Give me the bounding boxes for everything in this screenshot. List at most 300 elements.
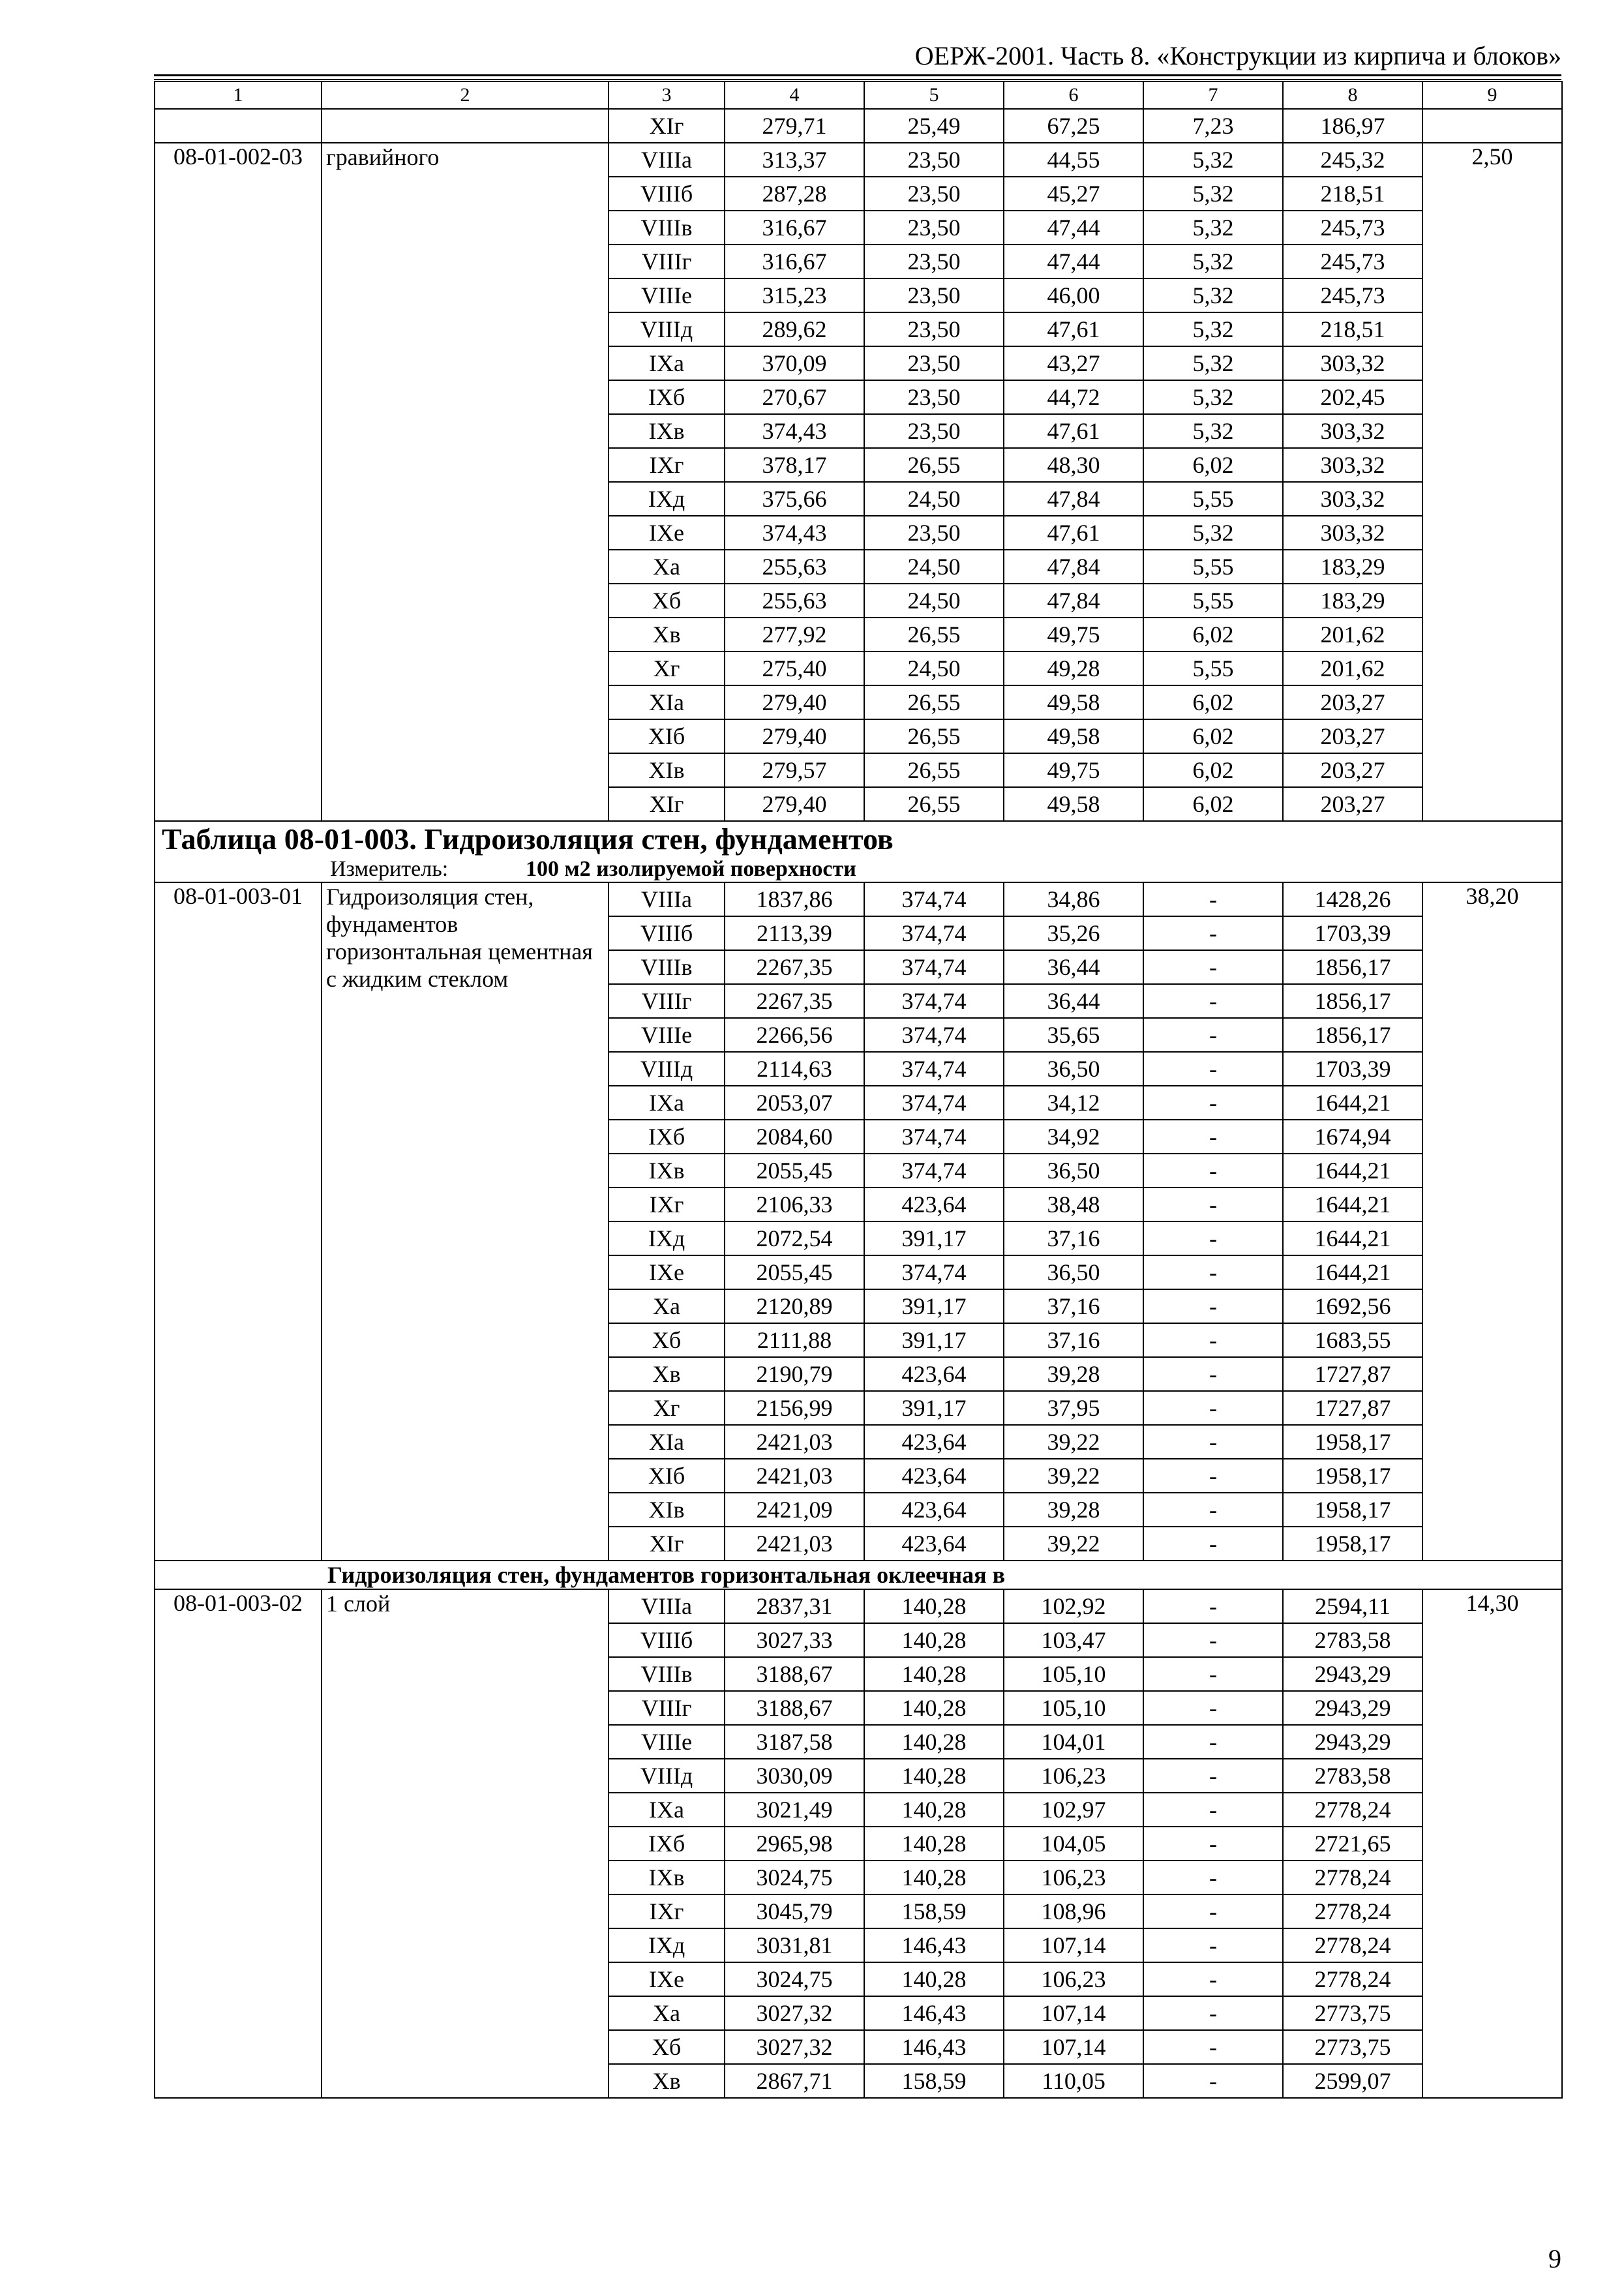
value-cell: 2421,03 [725, 1527, 864, 1561]
value-cell: 374,74 [864, 916, 1004, 950]
value-cell: 146,43 [864, 1928, 1004, 1962]
value-cell: Xг [609, 651, 725, 685]
value-cell: 2267,35 [725, 984, 864, 1018]
value-cell: - [1143, 1894, 1283, 1928]
table-row [155, 1589, 1562, 1623]
value-cell: 45,27 [1004, 177, 1143, 211]
value-cell: 2084,60 [725, 1120, 864, 1154]
value-cell: Xб [609, 1323, 725, 1357]
value-cell: - [1143, 1928, 1283, 1962]
value-cell: IXе [609, 1962, 725, 1996]
value-cell: 3024,75 [725, 1962, 864, 1996]
value-cell: 279,40 [725, 685, 864, 719]
price-table [154, 81, 1563, 2099]
column-number: 1 [155, 82, 322, 109]
value-cell: 47,61 [1004, 516, 1143, 550]
column-number: 4 [725, 82, 864, 109]
value-cell: 1644,21 [1283, 1255, 1422, 1289]
value-cell: 423,64 [864, 1188, 1004, 1221]
value-cell: 2266,56 [725, 1018, 864, 1052]
value-cell: 202,45 [1283, 380, 1422, 414]
value-cell: 146,43 [864, 2030, 1004, 2064]
value-cell: 107,14 [1004, 1996, 1143, 2030]
value-cell: 3027,32 [725, 1996, 864, 2030]
value-cell: 39,28 [1004, 1357, 1143, 1391]
header-rule [154, 74, 1561, 76]
value-cell: 374,43 [725, 414, 864, 448]
value-cell: 2783,58 [1283, 1759, 1422, 1793]
value-cell: 203,27 [1283, 719, 1422, 753]
value-cell: 3188,67 [725, 1657, 864, 1691]
value-cell: 245,73 [1283, 245, 1422, 278]
value-cell: 2190,79 [725, 1357, 864, 1391]
value-cell: 1856,17 [1283, 950, 1422, 984]
value-cell: 275,40 [725, 651, 864, 685]
value-cell: IXа [609, 1086, 725, 1120]
value-cell: 270,67 [725, 380, 864, 414]
value-cell: - [1143, 1861, 1283, 1894]
value-cell: 391,17 [864, 1289, 1004, 1323]
code-cell [155, 109, 322, 143]
value-cell: - [1143, 1691, 1283, 1725]
value-cell: 279,40 [725, 719, 864, 753]
value-cell: Xа [609, 1289, 725, 1323]
value-cell: 23,50 [864, 414, 1004, 448]
value-cell: 5,32 [1143, 245, 1283, 278]
value-cell: 316,67 [725, 245, 864, 278]
value-cell: 106,23 [1004, 1861, 1143, 1894]
value-cell: 24,50 [864, 584, 1004, 618]
value-cell: 26,55 [864, 719, 1004, 753]
value-cell: 140,28 [864, 1793, 1004, 1827]
value-cell: 107,14 [1004, 1928, 1143, 1962]
value-cell: IXа [609, 1793, 725, 1827]
value-cell: 2943,29 [1283, 1691, 1422, 1725]
value-cell: 5,32 [1143, 346, 1283, 380]
value-cell: VIIIв [609, 950, 725, 984]
value-cell: - [1143, 1793, 1283, 1827]
value-cell: 391,17 [864, 1391, 1004, 1425]
value-cell: 303,32 [1283, 414, 1422, 448]
value-cell: 67,25 [1004, 109, 1143, 143]
value-cell: 47,44 [1004, 211, 1143, 245]
value-cell: 1703,39 [1283, 1052, 1422, 1086]
value-cell: IXг [609, 448, 725, 482]
value-cell: - [1143, 1425, 1283, 1459]
value-cell: 105,10 [1004, 1691, 1143, 1725]
value-cell: IXб [609, 1120, 725, 1154]
value-cell: - [1143, 1357, 1283, 1391]
value-cell: 2421,03 [725, 1459, 864, 1493]
value-cell: - [1143, 916, 1283, 950]
value-cell: 1727,87 [1283, 1391, 1422, 1425]
value-cell: - [1143, 1255, 1283, 1289]
value-cell: 140,28 [864, 1657, 1004, 1691]
value-cell: Xв [609, 2064, 725, 2098]
value-cell: - [1143, 1827, 1283, 1861]
value-cell: 3031,81 [725, 1928, 864, 1962]
value-cell: 2053,07 [725, 1086, 864, 1120]
unit-value: 100 м2 изолируемой поверхности [526, 857, 856, 881]
value-cell: 49,28 [1004, 651, 1143, 685]
value-cell: 2778,24 [1283, 1861, 1422, 1894]
value-cell: 391,17 [864, 1221, 1004, 1255]
value-cell: 110,05 [1004, 2064, 1143, 2098]
value-cell: 1958,17 [1283, 1527, 1422, 1561]
value-cell: IXб [609, 380, 725, 414]
value-cell: 5,32 [1143, 278, 1283, 312]
value-cell: 107,14 [1004, 2030, 1143, 2064]
item-extra-value: 14,30 [1422, 1589, 1562, 2098]
value-cell: 2837,31 [725, 1589, 864, 1623]
value-cell: 49,75 [1004, 618, 1143, 651]
item-code: 08-01-003-01 [155, 882, 322, 1561]
value-cell: 23,50 [864, 312, 1004, 346]
value-cell: 5,55 [1143, 482, 1283, 516]
value-cell: 24,50 [864, 550, 1004, 584]
value-cell: - [1143, 882, 1283, 916]
value-cell: 203,27 [1283, 787, 1422, 821]
value-cell: 140,28 [864, 1827, 1004, 1861]
value-cell: Xа [609, 1996, 725, 2030]
value-cell: 1958,17 [1283, 1425, 1422, 1459]
value-cell: 3027,32 [725, 2030, 864, 2064]
value-cell: 23,50 [864, 346, 1004, 380]
value-cell: 140,28 [864, 1962, 1004, 1996]
value-cell: - [1143, 950, 1283, 984]
value-cell: 183,29 [1283, 584, 1422, 618]
value-cell: VIIIв [609, 1657, 725, 1691]
value-cell: XIа [609, 1425, 725, 1459]
column-number: 8 [1283, 82, 1422, 109]
value-cell: 6,02 [1143, 618, 1283, 651]
value-cell: 303,32 [1283, 346, 1422, 380]
value-cell: 2156,99 [725, 1391, 864, 1425]
value-cell: 2072,54 [725, 1221, 864, 1255]
value-cell: 146,43 [864, 1996, 1004, 2030]
value-cell: 3187,58 [725, 1725, 864, 1759]
value-cell: 313,37 [725, 143, 864, 177]
value-cell: 36,44 [1004, 984, 1143, 1018]
value-cell: 5,32 [1143, 414, 1283, 448]
value-cell: 24,50 [864, 482, 1004, 516]
unit-label: Измеритель: [330, 857, 449, 881]
value-cell: 3024,75 [725, 1861, 864, 1894]
table-row [155, 109, 1562, 143]
value-cell: 277,92 [725, 618, 864, 651]
value-cell: XIб [609, 1459, 725, 1493]
value-cell: XIа [609, 685, 725, 719]
value-cell: 49,58 [1004, 685, 1143, 719]
value-cell: - [1143, 1996, 1283, 2030]
value-cell: 140,28 [864, 1725, 1004, 1759]
value-cell: VIIIе [609, 1018, 725, 1052]
value-cell: 6,02 [1143, 448, 1283, 482]
value-cell: VIIIг [609, 984, 725, 1018]
value-cell: VIIIб [609, 916, 725, 950]
table-heading: Таблица 08-01-003. Гидроизоляция стен, фундаментов [155, 821, 1562, 857]
value-cell: VIIIб [609, 1623, 725, 1657]
value-cell: 316,67 [725, 211, 864, 245]
value-cell: - [1143, 1962, 1283, 1996]
value-cell: 423,64 [864, 1459, 1004, 1493]
value-cell: 2943,29 [1283, 1725, 1422, 1759]
value-cell: - [1143, 1759, 1283, 1793]
value-cell: 140,28 [864, 1759, 1004, 1793]
value-cell: - [1143, 1323, 1283, 1357]
value-cell: - [1143, 1221, 1283, 1255]
value-cell: Xб [609, 2030, 725, 2064]
item-code: 08-01-003-02 [155, 1589, 322, 2098]
value-cell: 47,61 [1004, 312, 1143, 346]
value-cell: 36,50 [1004, 1255, 1143, 1289]
value-cell: 140,28 [864, 1589, 1004, 1623]
value-cell: 1703,39 [1283, 916, 1422, 950]
value-cell: 2778,24 [1283, 1793, 1422, 1827]
value-cell: - [1143, 1589, 1283, 1623]
value-cell: XIв [609, 753, 725, 787]
value-cell: 36,44 [1004, 950, 1143, 984]
value-cell: VIIIд [609, 1052, 725, 1086]
value-cell: - [1143, 1086, 1283, 1120]
value-cell: 103,47 [1004, 1623, 1143, 1657]
value-cell: 6,02 [1143, 787, 1283, 821]
value-cell: 35,26 [1004, 916, 1143, 950]
value-cell: - [1143, 984, 1283, 1018]
value-cell: 23,50 [864, 380, 1004, 414]
value-cell: 201,62 [1283, 618, 1422, 651]
value-cell: 34,86 [1004, 882, 1143, 916]
value-cell: 2113,39 [725, 916, 864, 950]
value-cell: 2421,09 [725, 1493, 864, 1527]
value-cell: 2778,24 [1283, 1894, 1422, 1928]
value-cell: 2114,63 [725, 1052, 864, 1086]
value-cell: 23,50 [864, 278, 1004, 312]
value-cell: 102,92 [1004, 1589, 1143, 1623]
value-cell: 140,28 [864, 1861, 1004, 1894]
value-cell: 1644,21 [1283, 1188, 1422, 1221]
value-cell: 423,64 [864, 1357, 1004, 1391]
value-cell: 374,74 [864, 1120, 1004, 1154]
value-cell: 2965,98 [725, 1827, 864, 1861]
subheading: Гидроизоляция стен, фундаментов горизонтальная оклеечная в [155, 1561, 1562, 1589]
page-header-title: ОЕРЖ-2001. Часть 8. «Конструкции из кирпича и блоков» [914, 41, 1561, 70]
item-extra-value: 38,20 [1422, 882, 1562, 1561]
value-cell: 26,55 [864, 787, 1004, 821]
value-cell: 2594,11 [1283, 1589, 1422, 1623]
value-cell: 36,50 [1004, 1154, 1143, 1188]
value-cell: 6,02 [1143, 719, 1283, 753]
value-cell: 47,44 [1004, 245, 1143, 278]
column-number: 5 [864, 82, 1004, 109]
value-cell: 2943,29 [1283, 1657, 1422, 1691]
value-cell: IXг [609, 1188, 725, 1221]
value-cell: 1644,21 [1283, 1221, 1422, 1255]
value-cell: 37,16 [1004, 1289, 1143, 1323]
value-cell: 1837,86 [725, 882, 864, 916]
value-cell: 108,96 [1004, 1894, 1143, 1928]
value-cell: XIг [609, 109, 725, 143]
value-cell: 1856,17 [1283, 1018, 1422, 1052]
value-cell: Xг [609, 1391, 725, 1425]
value-cell: 5,32 [1143, 143, 1283, 177]
value-cell: IXб [609, 1827, 725, 1861]
value-cell: 203,27 [1283, 753, 1422, 787]
value-cell: - [1143, 1623, 1283, 1657]
value-cell: 49,58 [1004, 787, 1143, 821]
page-number: 9 [1548, 2244, 1561, 2273]
value-cell: IXа [609, 346, 725, 380]
value-cell: 3027,33 [725, 1623, 864, 1657]
value-cell: VIIIв [609, 211, 725, 245]
value-cell: - [1143, 2030, 1283, 2064]
value-cell: 2421,03 [725, 1425, 864, 1459]
item-code: 08-01-002-03 [155, 143, 322, 821]
value-cell: 158,59 [864, 2064, 1004, 2098]
value-cell: 203,27 [1283, 685, 1422, 719]
value-cell: VIIIг [609, 245, 725, 278]
value-cell: VIIIе [609, 278, 725, 312]
value-cell: VIIIе [609, 1725, 725, 1759]
value-cell: 245,73 [1283, 278, 1422, 312]
value-cell: Xа [609, 550, 725, 584]
value-cell: - [1143, 1120, 1283, 1154]
value-cell: 7,23 [1143, 109, 1283, 143]
value-cell: IXг [609, 1894, 725, 1928]
value-cell: 374,74 [864, 1255, 1004, 1289]
item-name: 1 слой [322, 1589, 609, 2098]
column-number: 9 [1422, 82, 1562, 109]
value-cell: 2106,33 [725, 1188, 864, 1221]
value-cell: 2867,71 [725, 2064, 864, 2098]
value-cell: IXд [609, 1221, 725, 1255]
value-cell: 47,84 [1004, 550, 1143, 584]
value-cell: 6,02 [1143, 753, 1283, 787]
column-number-row [155, 82, 1562, 109]
value-cell: 23,50 [864, 177, 1004, 211]
value-cell: 106,23 [1004, 1962, 1143, 1996]
value-cell: 2599,07 [1283, 2064, 1422, 2098]
value-cell: 26,55 [864, 753, 1004, 787]
column-number: 7 [1143, 82, 1283, 109]
value-cell: 5,32 [1143, 177, 1283, 211]
value-cell: XIг [609, 1527, 725, 1561]
value-cell: 5,32 [1143, 380, 1283, 414]
value-cell: 1674,94 [1283, 1120, 1422, 1154]
column-number: 6 [1004, 82, 1143, 109]
value-cell: 245,73 [1283, 211, 1422, 245]
value-cell: 423,64 [864, 1527, 1004, 1561]
value-cell: Xб [609, 584, 725, 618]
value-cell: 5,32 [1143, 516, 1283, 550]
value-cell: 1692,56 [1283, 1289, 1422, 1323]
item-name: Гидроизоляция стен, фундаментов горизонтальная цементная с жидким стеклом [322, 882, 609, 1561]
value-cell: 1644,21 [1283, 1154, 1422, 1188]
value-cell: VIIIд [609, 312, 725, 346]
value-cell: 2267,35 [725, 950, 864, 984]
value-cell: 378,17 [725, 448, 864, 482]
table-row [155, 882, 1562, 916]
value-cell: VIIIг [609, 1691, 725, 1725]
value-cell: 25,49 [864, 109, 1004, 143]
value-cell: XIг [609, 787, 725, 821]
value-cell: 370,09 [725, 346, 864, 380]
value-cell: 23,50 [864, 245, 1004, 278]
value-cell: 49,58 [1004, 719, 1143, 753]
table-row [155, 143, 1562, 177]
value-cell: 34,92 [1004, 1120, 1143, 1154]
value-cell: - [1143, 1459, 1283, 1493]
value-cell: 374,74 [864, 1154, 1004, 1188]
value-cell: 102,97 [1004, 1793, 1143, 1827]
value-cell: 1683,55 [1283, 1323, 1422, 1357]
value-cell: 183,29 [1283, 550, 1422, 584]
column-number: 2 [322, 82, 609, 109]
value-cell: 23,50 [864, 516, 1004, 550]
value-cell: 2055,45 [725, 1154, 864, 1188]
value-cell: 5,32 [1143, 312, 1283, 346]
value-cell: - [1143, 1052, 1283, 1086]
value-cell: - [1143, 1018, 1283, 1052]
name-cell [322, 109, 609, 143]
value-cell: 3045,79 [725, 1894, 864, 1928]
value-cell: 35,65 [1004, 1018, 1143, 1052]
value-cell: XIб [609, 719, 725, 753]
value-cell: 2111,88 [725, 1323, 864, 1357]
value-cell: 2773,75 [1283, 1996, 1422, 2030]
value-cell: VIIIа [609, 143, 725, 177]
value-cell: 104,05 [1004, 1827, 1143, 1861]
value-cell: 1644,21 [1283, 1086, 1422, 1120]
value-cell: 374,74 [864, 984, 1004, 1018]
value-cell: 39,28 [1004, 1493, 1143, 1527]
value-cell: 47,84 [1004, 482, 1143, 516]
value-cell: 186,97 [1283, 109, 1422, 143]
value-cell: 2778,24 [1283, 1928, 1422, 1962]
value-cell: 140,28 [864, 1691, 1004, 1725]
value-cell: 23,50 [864, 211, 1004, 245]
value-cell: IXд [609, 482, 725, 516]
value-cell: 38,48 [1004, 1188, 1143, 1221]
value-cell: - [1143, 1154, 1283, 1188]
value-cell: IXе [609, 1255, 725, 1289]
value-cell: IXв [609, 1154, 725, 1188]
value-cell: 43,27 [1004, 346, 1143, 380]
value-cell: 255,63 [725, 550, 864, 584]
subheading-row [155, 1561, 1562, 1589]
value-cell: 2055,45 [725, 1255, 864, 1289]
value-cell: 2120,89 [725, 1289, 864, 1323]
value-cell: - [1143, 1527, 1283, 1561]
value-cell: VIIIа [609, 882, 725, 916]
value-cell: - [1143, 2064, 1283, 2098]
value-cell: Xв [609, 618, 725, 651]
value-cell: 48,30 [1004, 448, 1143, 482]
value-cell: 47,61 [1004, 414, 1143, 448]
value-cell: 47,84 [1004, 584, 1143, 618]
value-cell: 255,63 [725, 584, 864, 618]
value-cell: 105,10 [1004, 1657, 1143, 1691]
value-cell: 374,74 [864, 882, 1004, 916]
value-cell: 6,02 [1143, 685, 1283, 719]
value-cell: 140,28 [864, 1623, 1004, 1657]
value-cell: XIв [609, 1493, 725, 1527]
value-cell: - [1143, 1188, 1283, 1221]
value-cell: 1958,17 [1283, 1459, 1422, 1493]
value-cell: 37,95 [1004, 1391, 1143, 1425]
value-cell: 2778,24 [1283, 1962, 1422, 1996]
value-cell: 375,66 [725, 482, 864, 516]
